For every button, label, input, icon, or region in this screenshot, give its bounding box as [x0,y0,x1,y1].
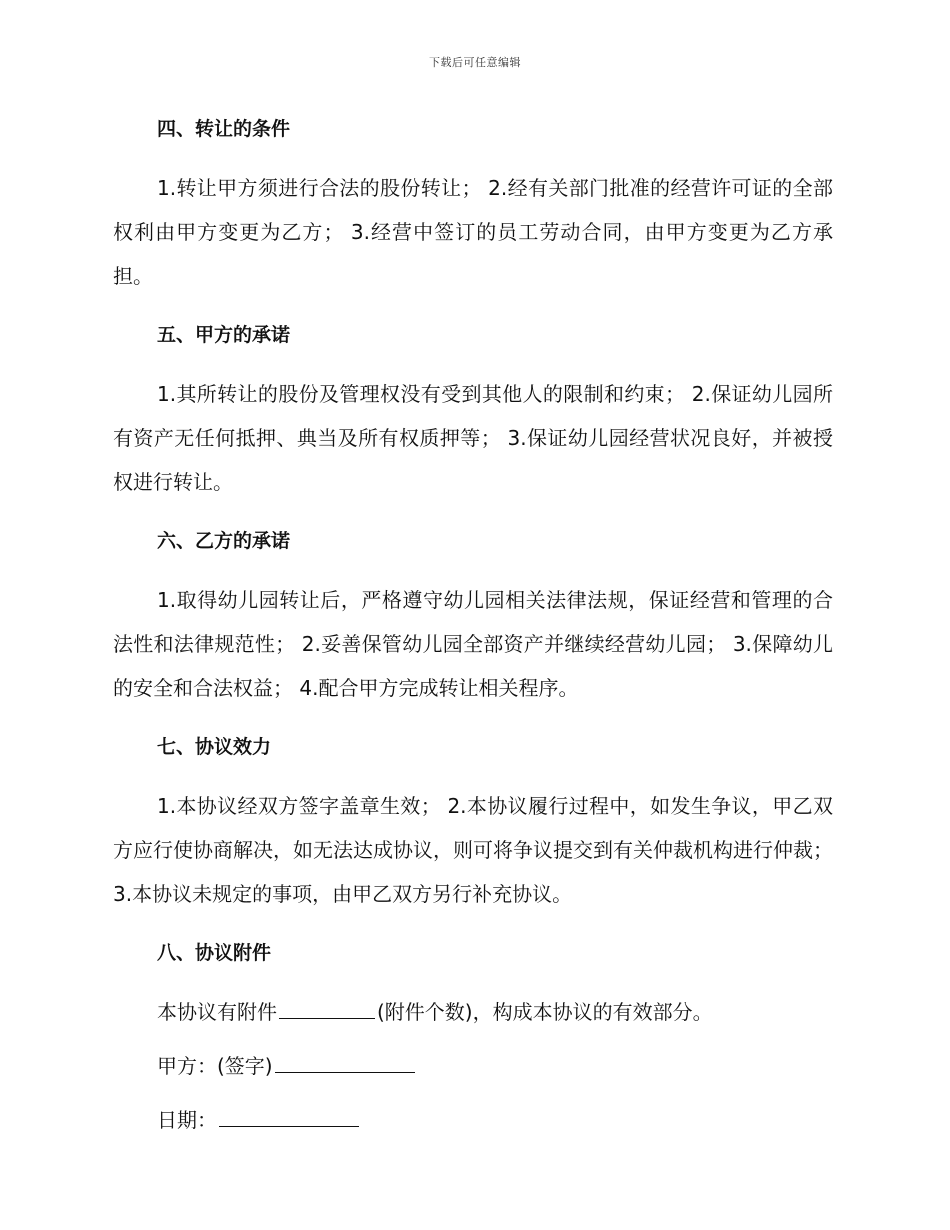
section-heading-transfer-conditions: 四、转让的条件 [157,118,291,140]
header-note: 下载后可任意编辑 [429,56,521,69]
date-blank[interactable] [219,1104,359,1127]
attachment-prefix: 本协议有附件 [157,1000,277,1024]
section-body-transfer-conditions: 1.转让甲方须进行合法的股份转让； 2.经有关部门批准的经营许可证的全部权利由甲方变更为乙方； 3.经营中签订的员工劳动合同，由甲方变更为乙方承担。 [113,176,833,288]
document-body [113,112,833,1142]
section-heading-party-a-commitments: 五、甲方的承诺 [157,324,291,346]
section-body-agreement-validity: 1.本协议经双方签字盖章生效； 2.本协议履行过程中，如发生争议，甲乙双方应行使协商解决，如无法达成协议，则可将争议提交到有关仲裁机构进行仲裁； 3.本协议未规定的事项，由甲乙双方另行补充协议。 [113,794,833,906]
party-a-signature-label: 甲方：(签字) [157,1054,273,1078]
section-body-party-a-commitments: 1.其所转让的股份及管理权没有受到其他人的限制和约束； 2.保证幼儿园所有资产无任何抵押、典当及所有权质押等； 3.保证幼儿园经营状况良好，并被授权进行转让。 [113,382,833,494]
attachment-count-line [113,990,833,1034]
section-body-party-b-commitments: 1.取得幼儿园转让后，严格遵守幼儿园相关法律法规，保证经营和管理的合法性和法律规范性； 2.妥善保管幼儿园全部资产并继续经营幼儿园； 3.保障幼儿的安全和合法权益； 4.配合甲方完成转让相关程序。 [113,588,833,700]
date-line [113,1098,833,1142]
party-a-signature-line [113,1044,833,1088]
section-heading-party-b-commitments: 六、乙方的承诺 [157,530,291,552]
attachment-count-blank[interactable] [279,996,375,1019]
date-label: 日期： [157,1108,217,1132]
attachment-suffix: (附件个数)，构成本协议的有效部分。 [377,1000,713,1024]
party-a-signature-blank[interactable] [275,1050,415,1073]
section-heading-attachments: 八、协议附件 [157,942,272,964]
section-heading-agreement-validity: 七、协议效力 [157,736,272,758]
